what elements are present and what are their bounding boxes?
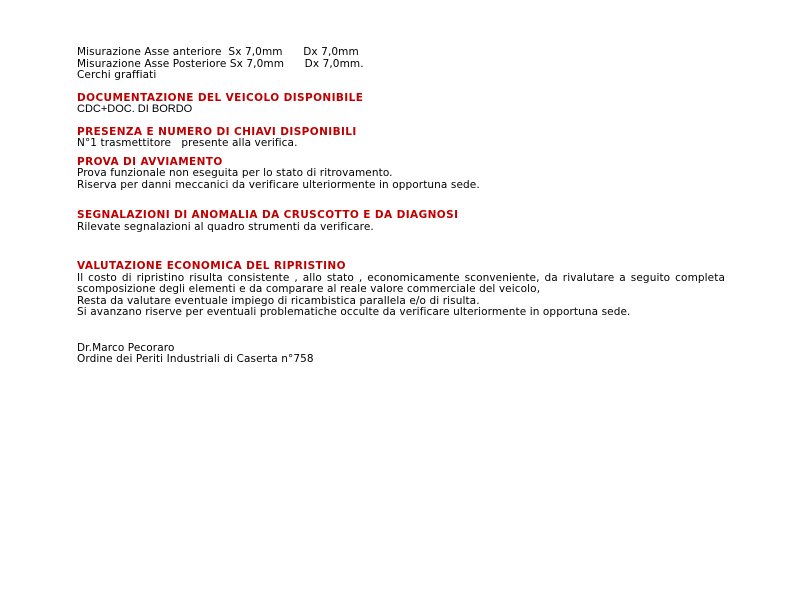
avviamento-line-2: Riserva per danni meccanici da verificare ulteriormente in opportuna sede.: [77, 178, 480, 191]
chiavi-text: N°1 trasmettitore presente alla verifica.: [77, 137, 298, 149]
valutazione-paragraph-3: Si avanzano riserve per eventuali problematiche occulte da verificare ulteriormente in opportuna sede.: [77, 306, 631, 319]
avviamento-line-1: Prova funzionale non eseguita per lo stato di ritrovamento.: [77, 167, 393, 179]
avviamento-heading: PROVA DI AVVIAMENTO: [77, 155, 223, 168]
report-body: [77, 47, 725, 366]
documentazione-heading: DOCUMENTAZIONE DEL VEICOLO DISPONIBILE: [77, 91, 364, 104]
signature-ordine: Ordine dei Periti Industriali di Caserta n°758: [77, 353, 314, 366]
misurazione-posteriore: Misurazione Asse Posteriore Sx 7,0mm Dx 7,0mm.: [77, 57, 364, 70]
segnalazioni-text: Rilevate segnalazioni al quadro strumenti da verificare.: [77, 220, 374, 233]
misurazione-anteriore: Misurazione Asse anteriore Sx 7,0mm Dx 7,0mm: [77, 46, 359, 58]
chiavi-heading: PRESENZA E NUMERO DI CHIAVI DISPONIBILI: [77, 125, 357, 138]
signature-name: Dr.Marco Pecoraro: [77, 341, 175, 354]
documentazione-text: CDC+DOC. DI BORDO: [77, 103, 193, 115]
cerchi-note: Cerchi graffiati: [77, 69, 157, 81]
segnalazioni-heading: SEGNALAZIONI DI ANOMALIA DA CRUSCOTTO E DA DIAGNOSI: [77, 209, 459, 221]
valutazione-paragraph-1: Il costo di ripristino risulta consistente , allo stato , economicamente sconveniente, da rivalutare a seguito completa scomposizione degli elementi e da comparare al reale valore commerciale del veicolo,: [77, 271, 725, 296]
valutazione-heading: VALUTAZIONE ECONOMICA DEL RIPRISTINO: [77, 260, 346, 272]
valutazione-paragraph-2: Resta da valutare eventuale impiego di ricambistica parallela e/o di risulta.: [77, 294, 480, 307]
